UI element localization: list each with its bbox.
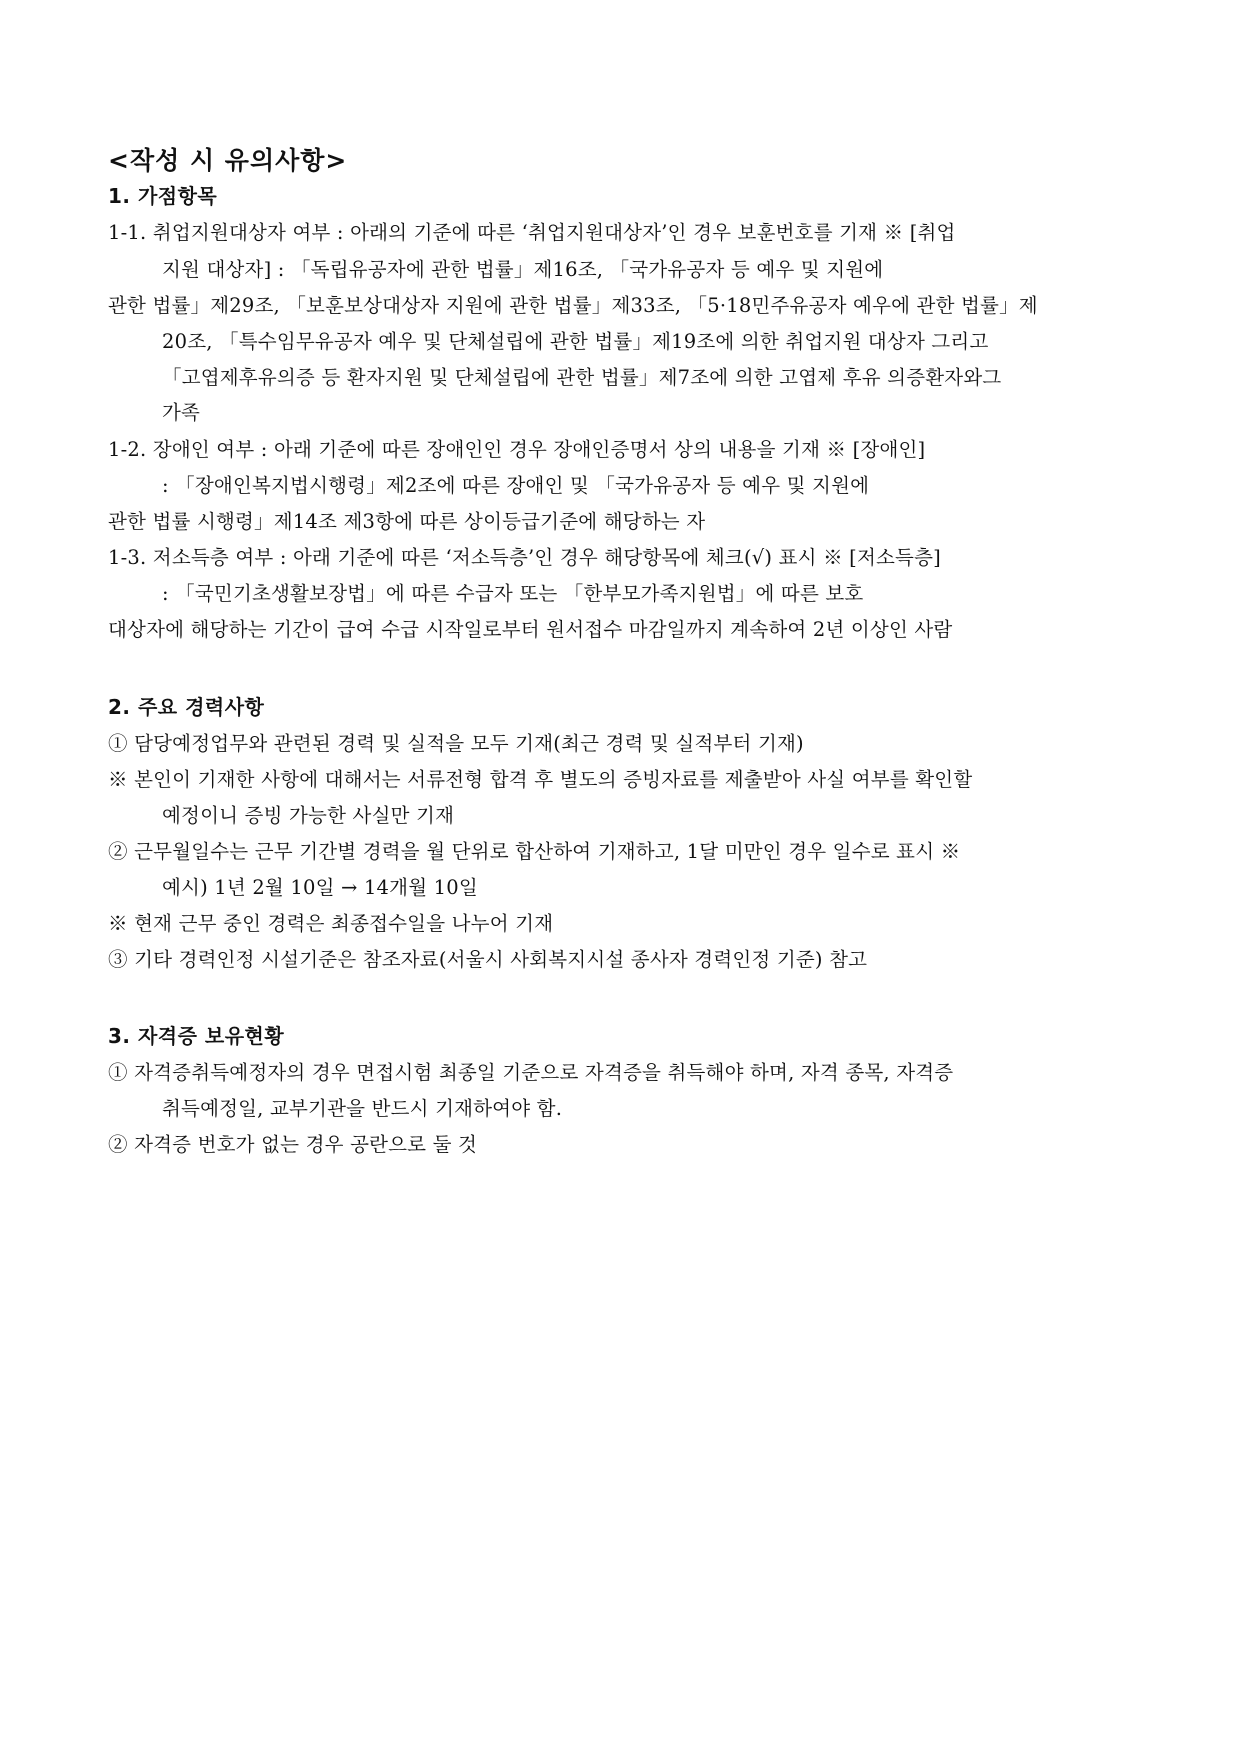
paragraph-line: 1-3. 저소득층 여부 : 아래 기준에 따른 ‘저소득층’인 경우 해당항목에 체크(√) 표시 ※ [저소득층] (108, 546, 941, 569)
paragraph-line: 취득예정일, 교부기관을 반드시 기재하여야 함. (162, 1097, 563, 1120)
paragraph-line: 지원 대상자] : 「독립유공자에 관한 법률」제16조, 「국가유공자 등 예우 및 지원에 (162, 258, 884, 281)
paragraph-line: 관한 법률 시행령」제14조 제3항에 따른 상이등급기준에 해당하는 자 (108, 510, 706, 533)
paragraph-line: ※ 본인이 기재한 사항에 대해서는 서류전형 합격 후 별도의 증빙자료를 제출받아 사실 여부를 확인할 (108, 768, 973, 791)
paragraph-line: 관한 법률」제29조, 「보훈보상대상자 지원에 관한 법률」제33조, 「5·18민주유공자 예우에 관한 법률」제 (108, 294, 1038, 317)
paragraph-line: ① 자격증취득예정자의 경우 면접시험 최종일 기준으로 자격증을 취득해야 하며, 자격 종목, 자격증 (108, 1061, 954, 1084)
paragraph-line: 「고엽제후유의증 등 환자지원 및 단체설립에 관한 법률」제7조에 의한 고엽제 후유 의증환자와그 (162, 366, 1002, 389)
section-heading-career: 2. 주요 경력사항 (108, 695, 265, 719)
paragraph-line: 1-1. 취업지원대상자 여부 : 아래의 기준에 따른 ‘취업지원대상자’인 경우 보훈번호를 기재 ※ [취업 (108, 221, 956, 244)
paragraph-line: ※ 현재 근무 중인 경력은 최종접수일을 나누어 기재 (108, 912, 554, 935)
section-heading-certificates: 3. 자격증 보유현황 (108, 1024, 285, 1048)
page-title: <작성 시 유의사항> (108, 146, 348, 175)
paragraph-line: ① 담당예정업무와 관련된 경력 및 실적을 모두 기재(최근 경력 및 실적부터 기재) (108, 732, 804, 755)
paragraph-line: ② 자격증 번호가 없는 경우 공란으로 둘 것 (108, 1133, 478, 1156)
paragraph-line: ③ 기타 경력인정 시설기준은 참조자료(서울시 사회복지시설 종사자 경력인정 기준) 참고 (108, 948, 868, 971)
paragraph-line: 가족 (162, 401, 201, 424)
paragraph-line: 대상자에 해당하는 기간이 급여 수급 시작일로부터 원서접수 마감일까지 계속하여 2년 이상인 사람 (108, 618, 953, 641)
paragraph-line: 예정이니 증빙 가능한 사실만 기재 (162, 804, 455, 827)
paragraph-line: 1-2. 장애인 여부 : 아래 기준에 따른 장애인인 경우 장애인증명서 상의 내용을 기재 ※ [장애인] (108, 438, 926, 461)
paragraph-line: : 「장애인복지법시행령」제2조에 따른 장애인 및 「국가유공자 등 예우 및 지원에 (162, 474, 870, 497)
paragraph-line: : 「국민기초생활보장법」에 따른 수급자 또는 「한부모가족지원법」에 따른 보호 (162, 582, 864, 605)
section-heading-bonus-points: 1. 가점항목 (108, 184, 218, 208)
paragraph-line: 예시) 1년 2월 10일 → 14개월 10일 (162, 876, 478, 899)
paragraph-line: ② 근무월일수는 근무 기간별 경력을 월 단위로 합산하여 기재하고, 1달 미만인 경우 일수로 표시 ※ (108, 840, 961, 863)
paragraph-line: 20조, 「특수임무유공자 예우 및 단체설립에 관한 법률」제19조에 의한 취업지원 대상자 그리고 (162, 330, 989, 353)
